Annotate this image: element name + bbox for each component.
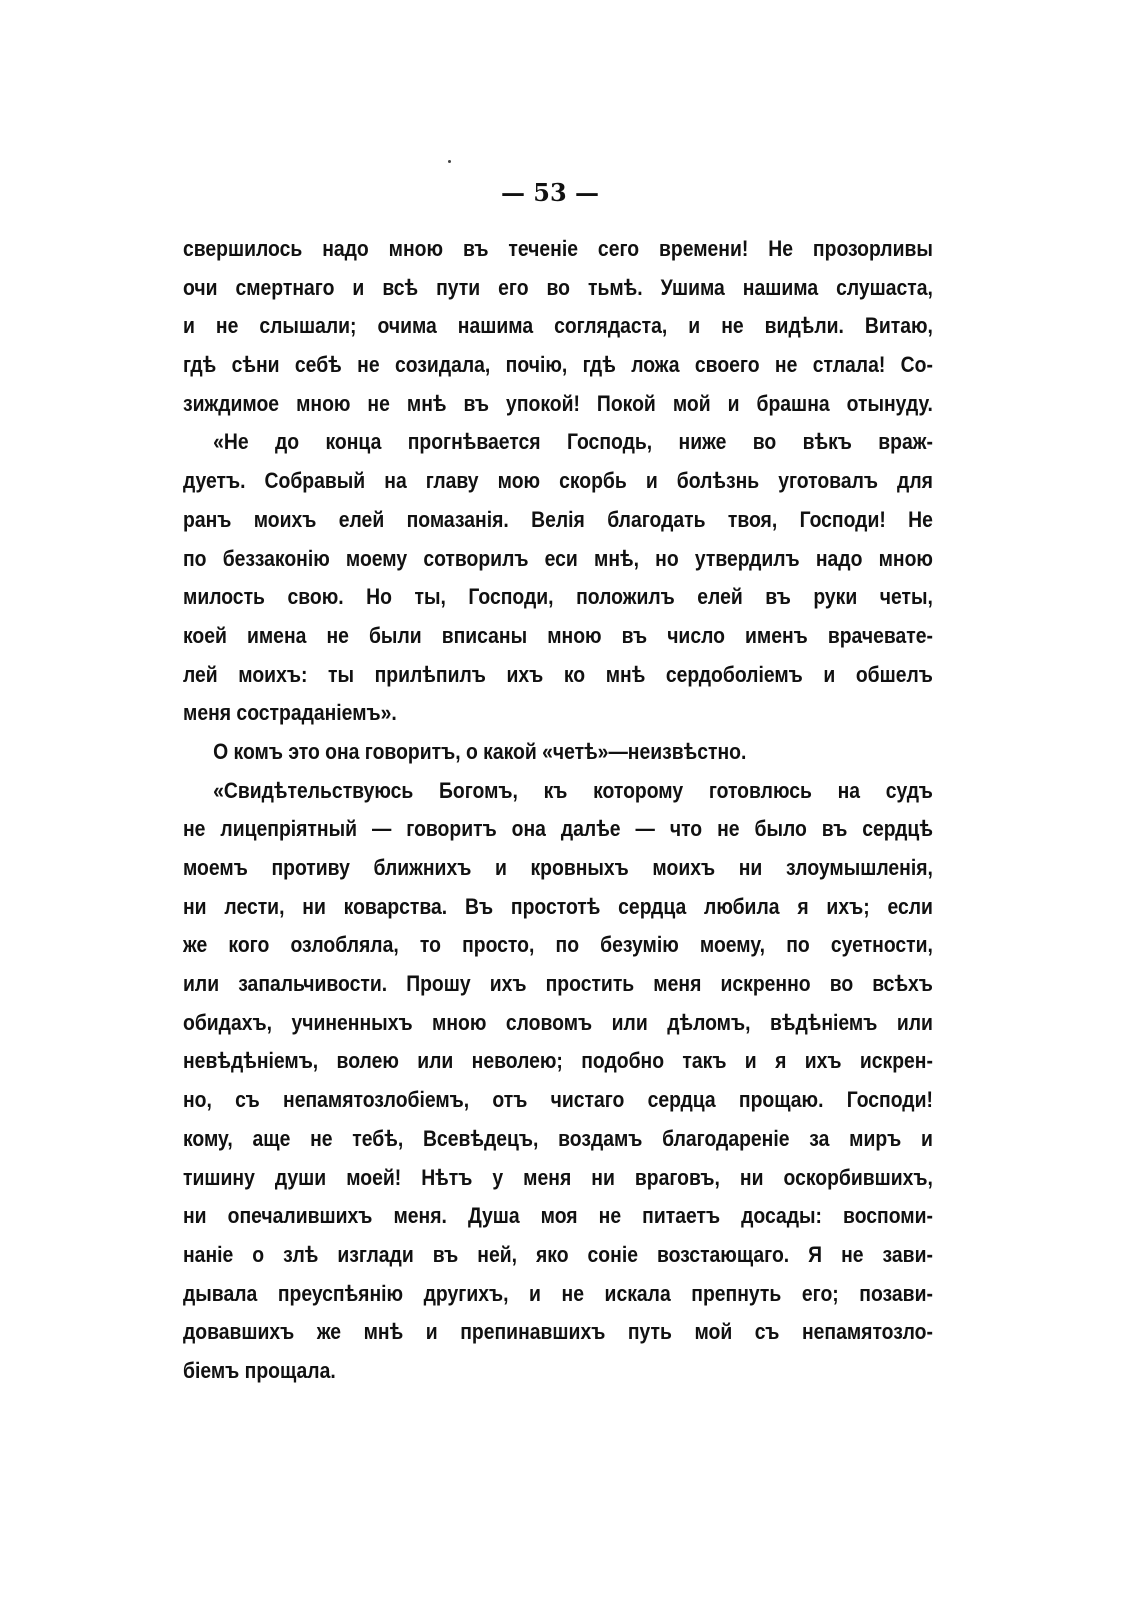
page-number: — 53 —	[500, 178, 600, 207]
text-line: меня состраданіемъ».	[183, 700, 397, 726]
text-line: гдѣ сѣни себѣ не созидала, почію, гдѣ ложа своего не стлала! Со-	[183, 352, 933, 378]
text-line: «Свидѣтельствуюсь Богомъ, къ которому готовлюсь на судъ	[213, 777, 933, 803]
ink-speck	[448, 160, 451, 163]
text-line: біемъ прощала.	[183, 1357, 336, 1383]
text-line: моемъ противу ближнихъ и кровныхъ моихъ ни злоумышленія,	[183, 855, 933, 880]
text-line: ни лести, ни коварства. Въ простотѣ сердца любила я ихъ; если	[183, 893, 933, 919]
text-line: обидахъ, учиненныхъ мною словомъ или дѣломъ, вѣдѣніемъ или	[183, 1009, 933, 1035]
text-line: по беззаконію моему сотворилъ еси мнѣ, но утвердилъ надо мною	[183, 545, 933, 571]
text-line: или запальчивости. Прошу ихъ простить меня искренно во всѣхъ	[183, 971, 933, 997]
text-line: лей моихъ: ты прилѣпилъ ихъ ко мнѣ сердоболіемъ и обшелъ	[183, 661, 933, 687]
text-line: же кого озлобляла, то просто, по безумію моему, по суетности,	[183, 932, 933, 958]
text-line: наніе о злѣ изглади въ ней, яко соніе возстающаго. Я не зави-	[183, 1241, 933, 1267]
text-line: ранъ моихъ елей помазанія. Велія благодать твоя, Господи! Не	[183, 506, 933, 532]
text-line: и не слышали; очима нашима соглядаста, и не видѣли. Витаю,	[183, 313, 933, 339]
text-line: очи смертнаго и всѣ пути его во тьмѣ. Ушима нашима слушаста,	[183, 274, 933, 300]
text-line: О комъ это она говоритъ, о какой «четѣ»—неизвѣстно.	[213, 738, 747, 764]
text-line: милость свою. Но ты, Господи, положилъ елей въ руки четы,	[183, 584, 933, 610]
text-line: невѣдѣніемъ, волею или неволею; подобно такъ и я ихъ искрен-	[183, 1048, 933, 1074]
text-line: дуетъ. Собравый на главу мою скорбь и болѣзнь уготовалъ для	[183, 468, 933, 494]
text-line: тишину души моей! Нѣтъ у меня ни враговъ, ни оскорбившихъ,	[183, 1164, 933, 1190]
text-line: свершилось надо мною въ теченіе сего времени! Не прозорливы	[183, 236, 933, 261]
text-line: дывала преуспѣянію другихъ, и не искала препнуть его; позави-	[183, 1280, 933, 1306]
text-line: но, съ непамятозлобіемъ, отъ чистаго сердца прощаю. Господи!	[183, 1087, 933, 1113]
text-line: кому, аще не тебѣ, Всевѣдецъ, воздамъ благодареніе за миръ и	[183, 1125, 933, 1151]
text-line: довавшихъ же мнѣ и препинавшихъ путь мой съ непамятозло-	[183, 1319, 933, 1345]
text-line: «Не до конца прогнѣвается Господь, ниже во вѣкъ враж-	[213, 429, 933, 455]
text-line: ни опечалившихъ меня. Душа моя не питаетъ досады: воспоми-	[183, 1203, 933, 1229]
text-line: коей имена не были вписаны мною въ число именъ врачевате-	[183, 622, 933, 648]
page-text	[183, 230, 933, 1391]
text-line: не лицепріятный — говоритъ она далѣе — что не было въ сердцѣ	[183, 816, 933, 842]
text-line: зиждимое мною не мнѣ въ упокой! Покой мой и брашна отынуду.	[183, 390, 933, 416]
